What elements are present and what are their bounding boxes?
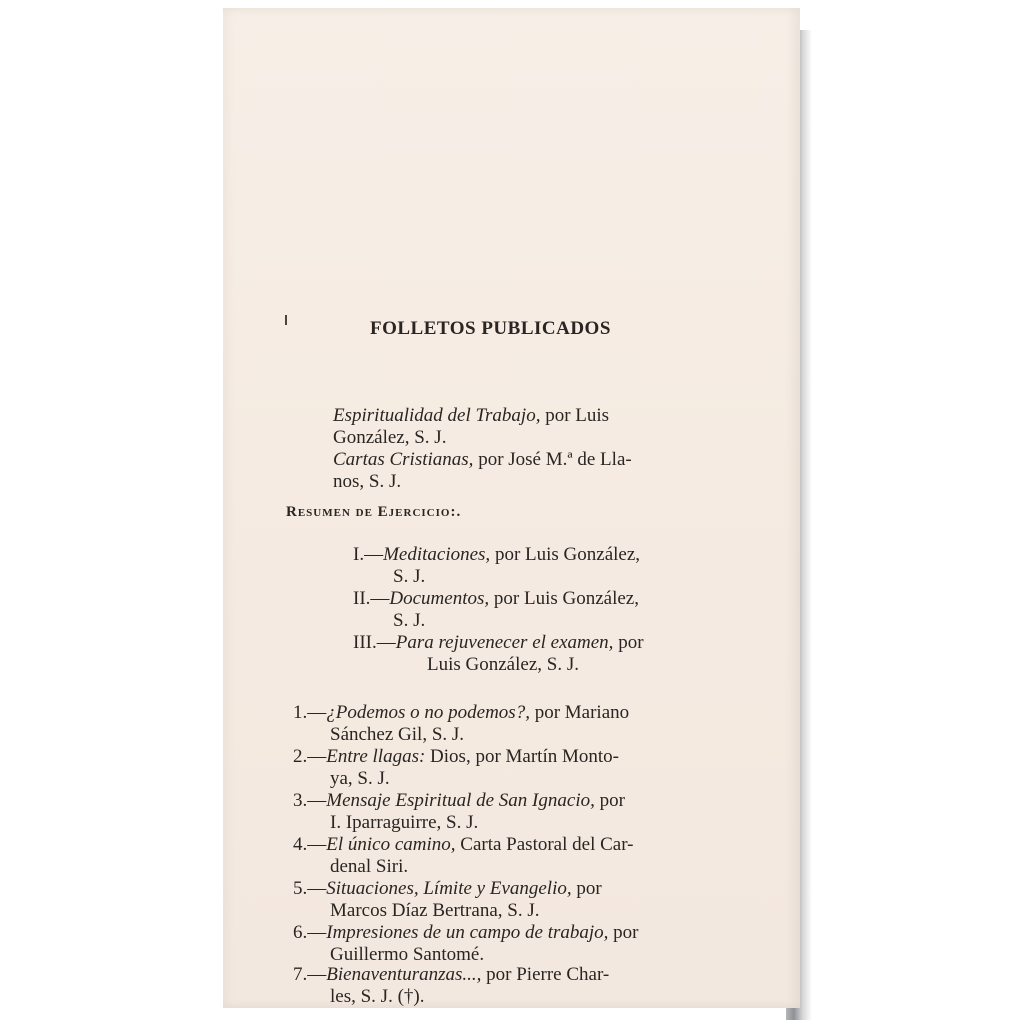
entry-number: 3.— [293,790,327,811]
entry-title: Documentos, [389,588,490,609]
list-item [293,834,717,878]
entry-title: Espiritualidad del Trabajo, [333,405,541,426]
list-item [333,405,717,449]
entry-title: Situaciones, Límite y Evangelio, [326,878,572,899]
section-heading: Resumen de Ejercicio:. [286,504,462,520]
list-item [293,702,717,746]
entry-continuation: les, S. J. (†). [330,986,425,1007]
entry-title: Meditaciones, [383,544,491,565]
entry-author: por [618,632,644,653]
entry-author: por [613,922,639,943]
entry-number: I.— [353,544,384,565]
entry-number: 5.— [293,878,327,899]
entry-author: por Luis González, [494,544,641,565]
entry-number: 4.— [293,834,327,855]
entry-number: II.— [353,588,390,609]
entry-continuation: Sánchez Gil, S. J. [330,724,465,745]
list-item [293,964,717,1008]
list-item [293,746,717,790]
entry-title: Mensaje Espiritual de San Ignacio, [326,790,595,811]
entry-continuation: nos, S. J. [333,471,402,492]
entry-continuation: Guillermo Santomé. [330,944,485,965]
entry-title: El único camino, [326,834,456,855]
entry-continuation: González, S. J. [333,427,447,448]
entry-title: Entre llagas: [326,746,426,767]
entry-title: Bienaventuranzas..., [326,964,482,985]
entry-author: por José M.ª de Lla- [478,449,632,470]
entry-continuation: Marcos Díaz Bertrana, S. J. [330,900,540,921]
entry-author: por Mariano [534,702,630,723]
list-item [293,922,717,966]
entry-continuation: denal Siri. [330,856,409,877]
entry-author: por [599,790,625,811]
entry-number: 6.— [293,922,327,943]
entry-continuation: ya, S. J. [330,768,390,789]
margin-mark [285,315,287,325]
entry-author: por Luis [545,405,610,426]
entry-title: ¿Podemos o no podemos?, [326,702,530,723]
entry-continuation: Luis González, S. J. [427,654,579,675]
page-title: FOLLETOS PUBLICADOS [370,318,611,339]
entry-author: por Luis González, [493,588,639,609]
entry-title: Para rejuvenecer el examen, [395,632,614,653]
entry-continuation: S. J. [393,566,426,587]
entry-continuation: I. Iparraguirre, S. J. [330,812,479,833]
entry-author: por Pierre Char- [486,964,610,985]
entry-author: Carta Pastoral del Car- [460,834,634,855]
list-item [353,632,717,676]
list-item [293,878,717,922]
entry-number: III.— [353,632,396,653]
list-item [333,449,717,493]
list-item [293,790,717,834]
entry-author: por Martín Monto- [475,746,619,767]
entry-title: Cartas Cristianas, [333,449,474,470]
entry-author: por [576,878,602,899]
entry-number: 1.— [293,702,327,723]
entry-number: 2.— [293,746,327,767]
list-item [353,544,717,588]
list-item [353,588,717,632]
entry-title-rest: Dios, [430,746,471,767]
entry-title: Impresiones de un campo de trabajo, [326,922,609,943]
entry-number: 7.— [293,964,327,985]
book-page [223,8,800,1008]
entry-continuation: S. J. [393,610,426,631]
